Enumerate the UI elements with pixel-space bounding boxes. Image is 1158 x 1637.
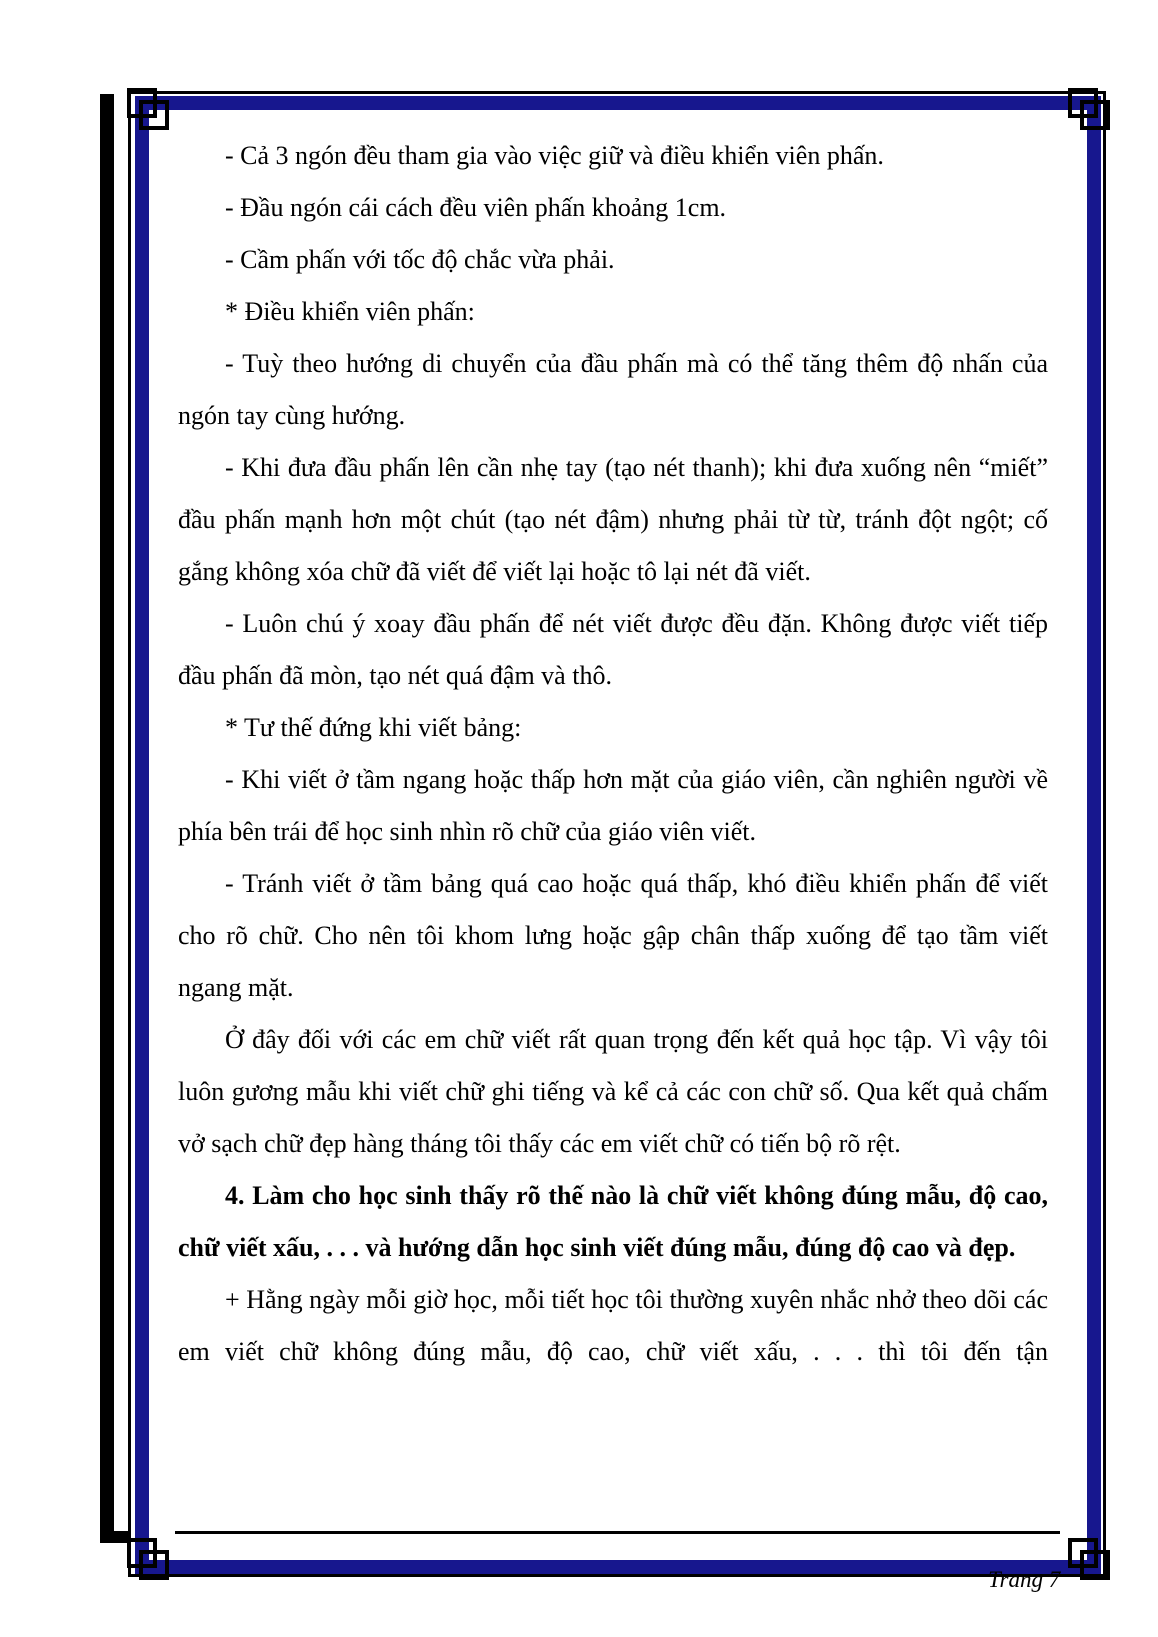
paragraph-5: - Tuỳ theo hướng di chuyển của đầu phấn mà có thể tăng thêm độ nhấn của ngón tay cùng hướng. bbox=[178, 349, 1048, 430]
paragraph-6: - Khi đưa đầu phấn lên cần nhẹ tay (tạo nét thanh); khi đưa xuống nên “miết” đầu phấn mạnh hơn một chút (tạo nét đậm) nhưng phải từ từ, tránh đột ngột; cố gắng không xóa chữ đã viết để viết lại hoặc tô lại nét đã viết. bbox=[178, 453, 1048, 586]
corner-ornament-bottom-left-inner bbox=[139, 1550, 169, 1580]
document-body bbox=[178, 130, 1048, 1378]
corner-ornament-top-left-inner bbox=[139, 100, 169, 130]
footer-rule bbox=[175, 1531, 1060, 1534]
paragraph-8: * Tư thế đứng khi viết bảng: bbox=[225, 713, 522, 742]
paragraph-7: - Luôn chú ý xoay đầu phấn để nét viết được đều đặn. Không được viết tiếp đầu phấn đã mòn, tạo nét quá đậm và thô. bbox=[178, 609, 1048, 690]
paragraph-9: - Khi viết ở tầm ngang hoặc thấp hơn mặt của giáo viên, cần nghiên người về phía bên trái để học sinh nhìn rõ chữ của giáo viên viết. bbox=[178, 765, 1048, 846]
page-number: Trang 7 bbox=[988, 1567, 1061, 1592]
corner-ornament-bottom-right-inner bbox=[1080, 1550, 1110, 1580]
paragraph-4: * Điều khiển viên phấn: bbox=[225, 297, 475, 326]
page-border-shadow-foot bbox=[100, 1531, 128, 1543]
paragraph-13: + Hằng ngày mỗi giờ học, mỗi tiết học tôi thường xuyên nhắc nhở theo dõi các em viết chữ không đúng mẫu, độ cao, chữ viết xấu, . . . thì tôi đến tận bbox=[178, 1285, 1048, 1366]
paragraph-1: - Cả 3 ngón đều tham gia vào việc giữ và điều khiển viên phấn. bbox=[225, 141, 884, 170]
paragraph-3: - Cầm phấn với tốc độ chắc vừa phải. bbox=[225, 245, 615, 274]
paragraph-10: - Tránh viết ở tầm bảng quá cao hoặc quá thấp, khó điều khiển phấn để viết cho rõ chữ. Cho nên tôi khom lưng hoặc gập chân thấp xuống để tạo tầm viết ngang mặt. bbox=[178, 869, 1048, 1002]
paragraph-2: - Đầu ngón cái cách đều viên phấn khoảng 1cm. bbox=[225, 193, 727, 222]
paragraph-11: Ở đây đối với các em chữ viết rất quan trọng đến kết quả học tập. Vì vậy tôi luôn gương mẫu khi viết chữ ghi tiếng và kể cả các con chữ số. Qua kết quả chấm vở sạch chữ đẹp hàng tháng tôi thấy các em viết chữ có tiến bộ rõ rệt. bbox=[178, 1025, 1048, 1158]
corner-ornament-top-right-inner bbox=[1080, 100, 1110, 130]
page-border-shadow-bar bbox=[100, 94, 114, 1531]
paragraph-12: 4. Làm cho học sinh thấy rõ thế nào là chữ viết không đúng mẫu, độ cao, chữ viết xấu, . . . và hướng dẫn học sinh viết đúng mẫu, đúng độ cao và đẹp. bbox=[178, 1181, 1048, 1262]
